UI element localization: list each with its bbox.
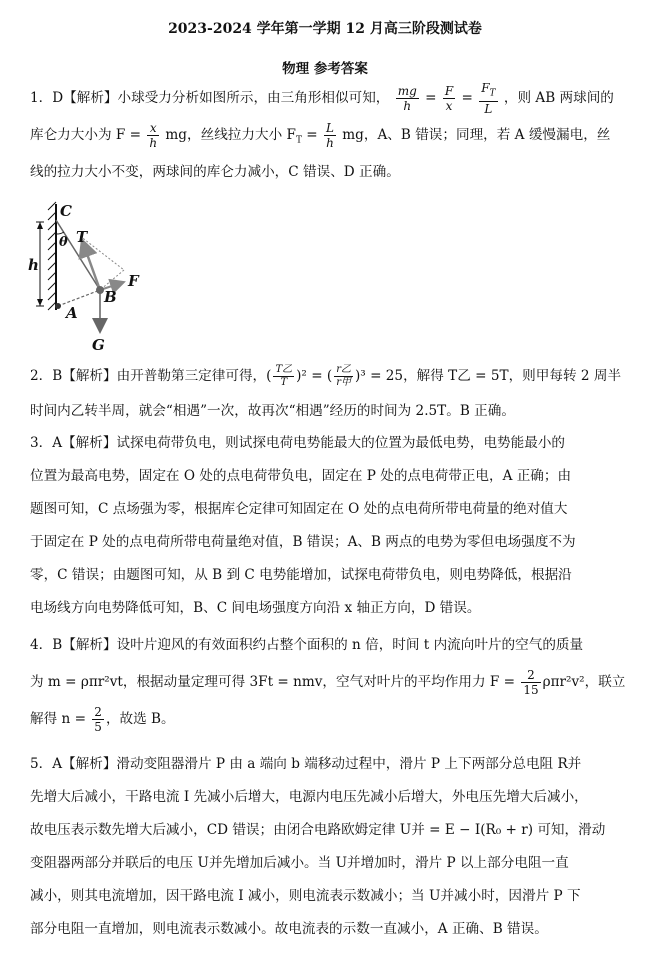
q2-text-1c: )³ = 25，解得 T乙 = 5T，则甲每转 2 周半 [355,368,622,384]
page-title: 2023-2024 学年第一学期 12 月高三阶段测试卷 [168,21,482,37]
q1-text-1a: 1．D【解析】小球受力分析如图所示，由三角形相似可知， [30,90,390,106]
label-h: h [28,256,39,274]
q3-line-2: 位置为最高电势，固定在 O 处的点电荷带负电，固定在 P 处的点电荷带正电，A 正确；由 [30,468,572,484]
label-C: C [60,202,72,220]
q5-line-1: 5．A【解析】滑动变阻器滑片 P 由 a 端向 b 端移动过程中，滑片 P 上下两部分总电阻 R并 [30,756,582,772]
fraction-mg-h: $\frac{mg}{h}$ [397,84,417,113]
q1-line-1 [30,80,615,117]
label-A: A [66,304,78,322]
q4-text-3a: 解得 n = [30,711,91,727]
question-3 [30,427,615,625]
ball-B [96,286,104,294]
q3-line-5: 零，C 错误；由题图可知，从 B 到 C 电势能增加，试探电荷带负电，则电势降低，根据沿 [30,567,572,583]
q4-line-1: 4．B【解析】设叶片迎风的有效面积约占整个面积的 n 倍，时间 t 内流向叶片的空气的质量 [30,637,584,653]
wall-hatching [48,202,56,310]
q2-text-1b: )² = ( [296,368,333,384]
label-G: G [92,336,105,354]
q4-line-3 [30,701,615,738]
fraction-L-h: $\frac{L}{h}$ [326,121,334,150]
fraction-2-5: $\frac{2}{5}$ [94,705,102,734]
q4-text-2b: ρπr²v²，联立 [542,674,626,690]
q3-line-1: 3．A【解析】试探电荷带负电，则试探电荷电势能最大的位置为最低电势，电势能最小的 [30,435,566,451]
q1-line-3: 线的拉力大小不变，两球间的库仑力减小，C 错误、D 正确。 [30,164,400,180]
question-5 [30,748,615,946]
question-2 [30,358,622,428]
q5-line-3: 故电压表示数先增大后减小，CD 错误；由闭合电路欧姆定律 U并 = E − I(R₀ + r) 可知，滑动 [30,822,606,838]
q3-line-6: 电场线方向电势降低可知，B、C 间电场强度方向沿 x 轴正方向，D 错误。 [30,600,481,616]
question-4 [30,627,626,738]
q5-line-2: 先增大后减小，干路电流 I 先减小后增大，电源内电压先减小后增大，外电压先增大后减小， [30,789,588,805]
fraction-FT-L: $\frac{F_T}{L}$ [481,81,496,116]
subscript-T: T [295,135,302,146]
q2-line-1 [30,358,622,395]
q2-text-1a: 2．B【解析】由开普勒第三定律可得，( [30,368,272,384]
q3-line-3: 题图可知，C 点场强为零，根据库仑定律可知固定在 O 处的点电荷所带电荷量的绝对值大 [30,501,568,517]
q1-text-2c: = [306,127,322,143]
q4-text-3b: ，故选 B。 [105,711,175,727]
ab-line [58,290,100,306]
force-diagram [28,198,168,358]
q5-line-4: 变阻器两部分并联后的电压 U并先增加后减小。当 U并增加时，滑片 P 以上部分电阻一直 [30,855,569,871]
ball-A [55,303,61,309]
page-subtitle: 物理 参考答案 [282,61,368,77]
q1-text-2d: mg，A、B 错误；同理，若 A 缓慢漏电，丝 [342,127,611,143]
fraction-F-x: $\frac{F}{x}$ [444,84,454,113]
label-F: F [128,272,139,290]
q1-line-2 [30,117,615,154]
fraction-2-15: $\frac{2}{15}$ [523,668,539,697]
question-1 [30,80,615,191]
q5-line-5: 减小，则其电流增加，因干路电流 I 减小，则电流表示数减小；当 U并减小时，因滑片 P 下 [30,888,581,904]
fraction-T-ratio: $\frac{\text{T乙}}{T}$ [275,364,293,388]
label-B: B [104,288,117,306]
q2-line-2: 时间内乙转半周，就会“相遇”一次，故再次“相遇”经历的时间为 2.5T。B 正确。 [30,403,515,419]
q1-text-2b: mg，丝线拉力大小 F [165,127,296,143]
q5-line-6: 部分电阻一直增加，则电流表示数减小。故电流表的示数一直减小，A 正确、B 错误。 [30,921,548,937]
q4-text-2a: 为 m = ρπr²vt，根据动量定理可得 3Ft = nmv，空气对叶片的平均作用力 F = [30,674,520,690]
q4-line-2 [30,664,626,701]
label-theta: θ [59,235,68,250]
q3-line-4: 于固定在 P 处的点电荷所带电荷量绝对值，B 错误；A、B 两点的电势为零但电场强度不为 [30,534,576,550]
fraction-x-h: $\frac{x}{h}$ [149,121,158,150]
equals-sign: = [461,90,473,106]
equals-sign: = [425,90,437,106]
q1-text-2a: 库仑力大小为 F = [30,127,146,143]
label-T: T [76,228,88,246]
q1-text-1b: ，则 AB 两球间的 [503,90,614,106]
fraction-r-ratio: $\frac{\text{r乙}}{\text{r甲}}$ [336,364,351,388]
